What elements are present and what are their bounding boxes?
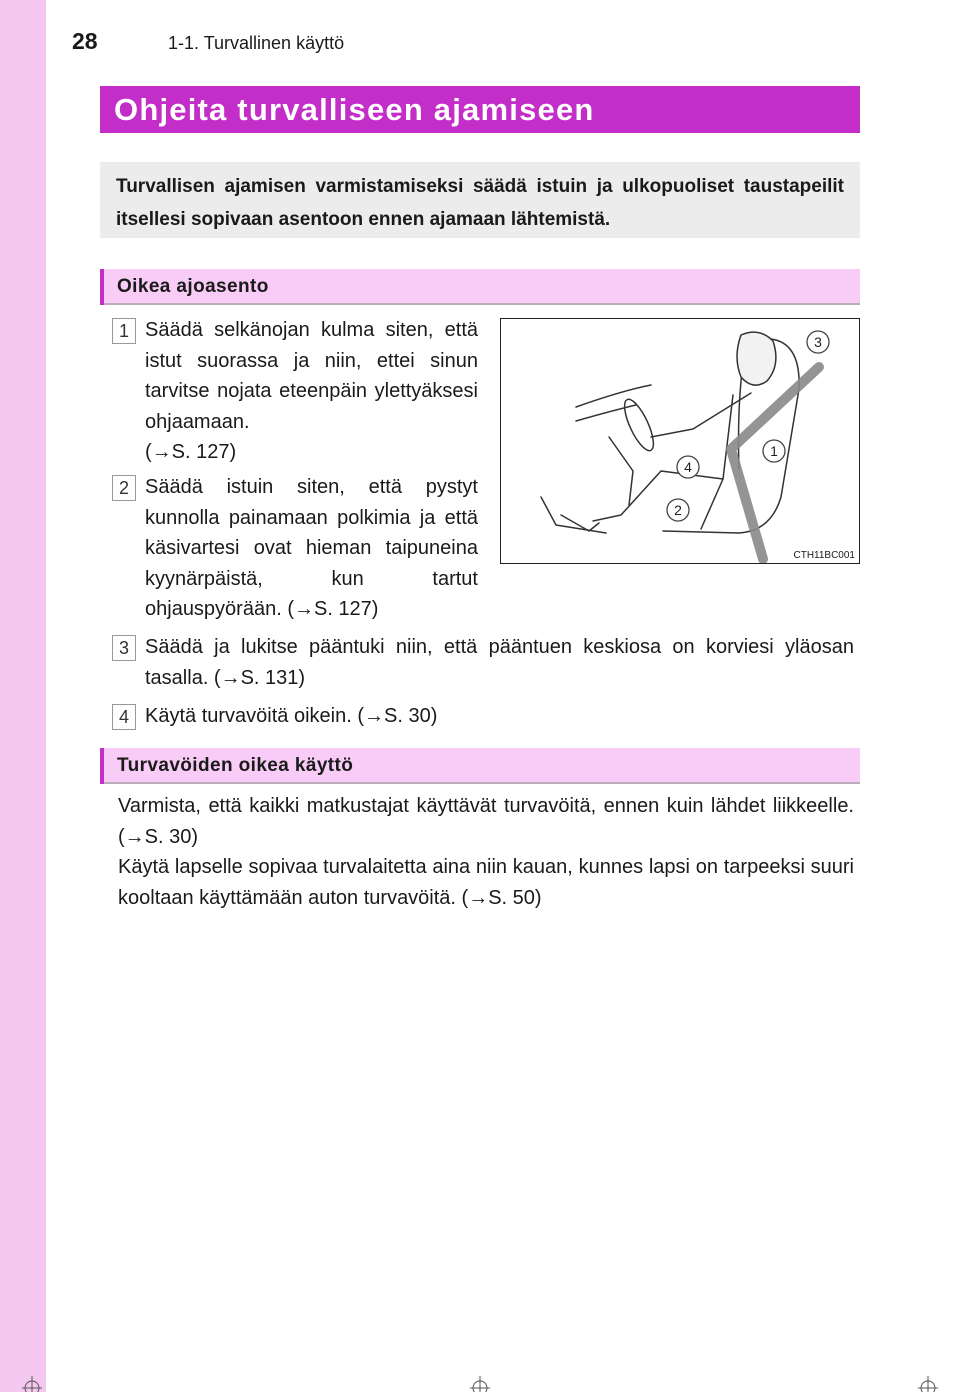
section-heading-bar <box>100 748 860 784</box>
item-number: 4 <box>112 704 136 730</box>
driving-position-figure <box>500 318 860 564</box>
seat-base <box>701 479 723 529</box>
driver-arm <box>651 393 751 437</box>
dashboard-line <box>576 385 651 407</box>
callout-label: 1 <box>770 443 778 459</box>
crop-mark-icon <box>470 1374 490 1392</box>
list-item <box>145 315 478 468</box>
list-item: Säädä ja lukitse pääntuki niin, että pääntuen keskiosa on korviesi yläosan tasalla. (→S. 131) <box>145 636 854 689</box>
callout-label: 4 <box>684 459 692 475</box>
item-number: 3 <box>112 635 136 661</box>
crop-mark-icon <box>22 1374 42 1392</box>
crop-mark-icon <box>918 1374 938 1392</box>
item-number: 2 <box>112 475 136 501</box>
driver-leg <box>593 395 733 521</box>
page-title: Ohjeita turvalliseen ajamiseen <box>114 92 595 127</box>
intro-box: Turvallisen ajamisen varmistamiseksi säädä istuin ja ulkopuoliset taustapeilit itsellesi sopivaan asentoon ennen ajamaan lähtemistä. <box>100 162 860 238</box>
steering-wheel <box>619 396 659 454</box>
driver-head <box>737 332 776 385</box>
figure-id: CTH11BC001 <box>793 550 855 561</box>
section-heading: Turvavöiden oikea käyttö <box>117 755 354 776</box>
side-color-band <box>0 0 46 1392</box>
section-heading-bar <box>100 269 860 305</box>
paragraph: Käytä lapselle sopivaa turvalaitetta aina niin kauan, kunnes lapsi on tarpeeksi suuri kooltaan käyttämään auton turvavöitä. (→S. 50) <box>118 856 854 909</box>
title-bar <box>100 86 860 133</box>
list-item: Käytä turvavöitä oikein. (→S. 30) <box>145 705 438 727</box>
driver-illustration <box>501 319 859 563</box>
seat-belt <box>731 367 819 559</box>
callout-label: 3 <box>814 334 822 350</box>
item-text: Säädä selkänojan kulma siten, että istut suorassa ja niin, ettei sinun tarvitse nojata eteenpäin ylettyäksesi ohjaamaan. <box>145 319 478 433</box>
item-number: 1 <box>112 318 136 344</box>
page-reference: (→S. 127) <box>145 441 237 464</box>
page-number: 28 <box>72 28 98 54</box>
paragraph: Varmista, että kaikki matkustajat käyttävät turvavöitä, ennen kuin lähdet liikkeelle. (→S. 30) <box>118 795 854 848</box>
section-heading: Oikea ajoasento <box>117 276 269 297</box>
floor-line <box>541 497 606 533</box>
running-header: 1-1. Turvallinen käyttö <box>168 33 345 53</box>
steering-column <box>609 437 633 505</box>
list-item: Säädä istuin siten, että pystyt kunnolla painamaan polkimia ja että käsivartesi ovat hieman taipuneina kyynärpäistä, kun tartut ohjauspyörään. (→S. 127) <box>145 476 478 621</box>
callout-label: 2 <box>674 502 682 518</box>
